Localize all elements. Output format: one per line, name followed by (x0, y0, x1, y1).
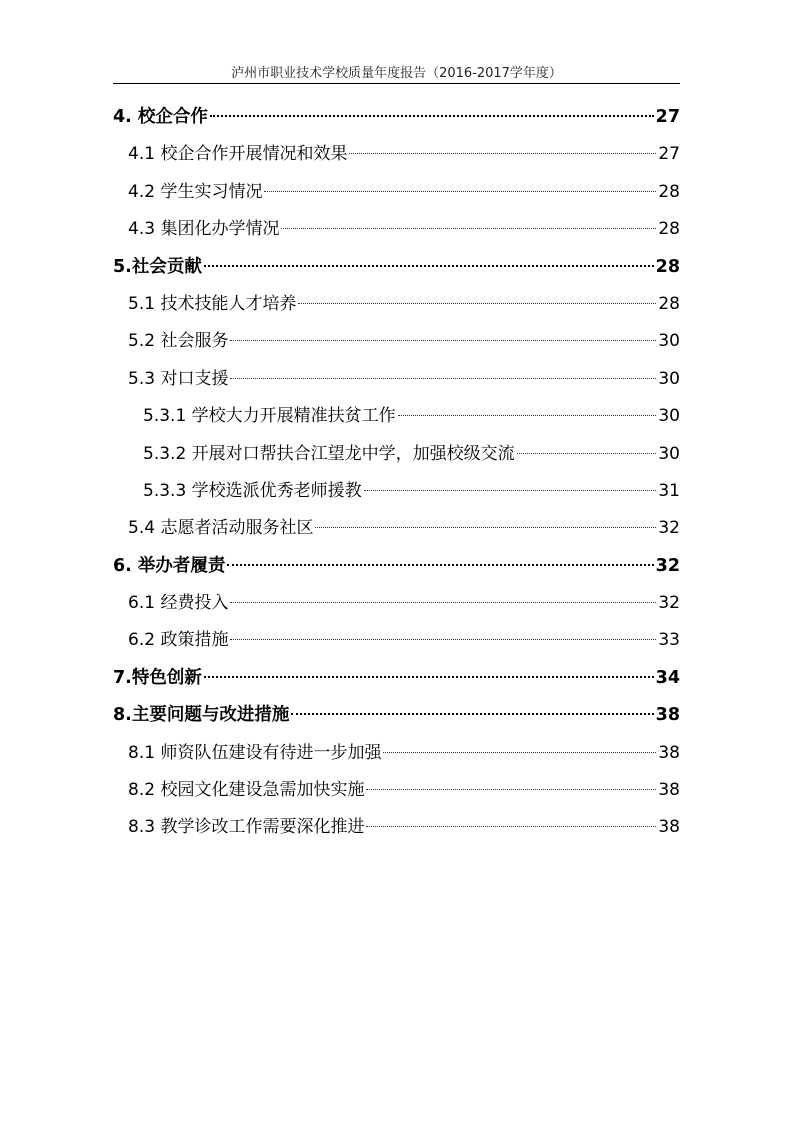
toc-entry-title: 4.3 集团化办学情况 (128, 219, 280, 240)
page-header: 泸州市职业技术学校质量年度报告（2016-2017学年度） (231, 66, 562, 81)
toc-dot-leader (210, 115, 654, 117)
toc-entry-title: 6. 举办者履责 (113, 555, 226, 576)
toc-entry-page-number: 33 (658, 630, 680, 651)
toc-entry-page-number: 28 (655, 256, 680, 277)
toc-dot-leader (230, 340, 656, 341)
toc-entry[interactable] (113, 286, 680, 323)
toc-entry-title: 4.2 学生实习情况 (128, 181, 263, 202)
toc-dot-leader (230, 639, 656, 640)
toc-entry-page-number: 38 (658, 817, 680, 838)
toc-entry[interactable] (113, 697, 680, 734)
toc-entry-page-number: 27 (655, 107, 680, 127)
toc-entry-page-number: 28 (658, 181, 680, 202)
toc-entry-title: 5.2 社会服务 (128, 331, 229, 352)
toc-entry-page-number: 32 (655, 555, 680, 576)
toc-entry-title: 5.3 对口支援 (128, 368, 229, 389)
toc-dot-leader (204, 265, 654, 267)
toc-entry[interactable] (113, 510, 680, 547)
toc-entry[interactable] (113, 436, 680, 473)
toc-entry[interactable] (113, 249, 680, 286)
toc-entry-page-number: 30 (658, 368, 680, 389)
toc-entry[interactable] (113, 174, 680, 211)
toc-dot-leader (281, 228, 656, 229)
toc-entry-title: 8.主要问题与改进措施 (113, 705, 290, 726)
toc-entry[interactable] (113, 398, 680, 435)
toc-entry[interactable] (113, 809, 680, 846)
toc-dot-leader (227, 564, 653, 566)
toc-entry-title: 5.4 志愿者活动服务社区 (128, 518, 314, 539)
toc-entry-title: 5.3.2 开展对口帮扶合江望龙中学，加强校级交流 (143, 443, 515, 464)
toc-dot-leader (517, 453, 657, 454)
toc-entry[interactable] (113, 323, 680, 360)
toc-entry-title: 4.1 校企合作开展情况和效果 (128, 144, 348, 165)
toc-entry-page-number: 28 (658, 293, 680, 314)
toc-entry-title: 5.社会贡献 (113, 256, 202, 277)
toc-entry[interactable] (113, 473, 680, 510)
toc-entry[interactable] (113, 585, 680, 622)
toc-entry[interactable] (113, 361, 680, 398)
toc-entry[interactable] (113, 548, 680, 585)
toc-entry[interactable] (113, 772, 680, 809)
toc-entry-title: 8.1 师资队伍建设有待进一步加强 (128, 742, 382, 763)
toc-dot-leader (230, 602, 656, 603)
toc-dot-leader (364, 490, 657, 491)
table-of-contents (113, 99, 680, 847)
toc-entry-page-number: 38 (658, 780, 680, 801)
toc-entry[interactable] (113, 99, 680, 136)
toc-entry[interactable] (113, 136, 680, 173)
toc-dot-leader (383, 752, 656, 753)
toc-entry-page-number: 38 (658, 742, 680, 763)
toc-entry[interactable] (113, 622, 680, 659)
toc-entry-title: 5.3.1 学校大力开展精准扶贫工作 (143, 406, 396, 427)
toc-dot-leader (366, 826, 656, 827)
toc-dot-leader (264, 191, 656, 192)
header-rule (113, 83, 680, 84)
toc-dot-leader (204, 676, 654, 678)
toc-entry-title: 8.3 教学诊改工作需要深化推进 (128, 817, 365, 838)
toc-entry-page-number: 30 (658, 331, 680, 352)
toc-entry-page-number: 32 (658, 593, 680, 614)
toc-entry-page-number: 30 (658, 443, 680, 464)
toc-dot-leader (315, 527, 656, 528)
toc-entry-page-number: 32 (658, 518, 680, 539)
toc-dot-leader (349, 153, 656, 154)
toc-entry-title: 7.特色创新 (113, 667, 202, 688)
toc-entry-page-number: 38 (655, 705, 680, 726)
toc-entry[interactable] (113, 735, 680, 772)
toc-entry-title: 8.2 校园文化建设急需加快实施 (128, 780, 365, 801)
toc-dot-leader (398, 415, 657, 416)
toc-dot-leader (291, 713, 653, 715)
toc-entry-title: 4. 校企合作 (113, 107, 208, 127)
toc-entry-title: 5.3.3 学校选派优秀老师援教 (143, 480, 362, 501)
toc-entry-page-number: 27 (658, 144, 680, 165)
toc-entry-title: 6.1 经费投入 (128, 593, 229, 614)
toc-entry[interactable] (113, 211, 680, 248)
toc-entry-page-number: 30 (658, 406, 680, 427)
toc-dot-leader (298, 303, 656, 304)
toc-entry-title: 6.2 政策措施 (128, 630, 229, 651)
toc-dot-leader (366, 789, 656, 790)
toc-entry-title: 5.1 技术技能人才培养 (128, 293, 297, 314)
toc-dot-leader (230, 378, 656, 379)
toc-entry-page-number: 28 (658, 219, 680, 240)
toc-entry-page-number: 34 (655, 667, 680, 688)
toc-entry-page-number: 31 (658, 480, 680, 501)
toc-entry[interactable] (113, 660, 680, 697)
